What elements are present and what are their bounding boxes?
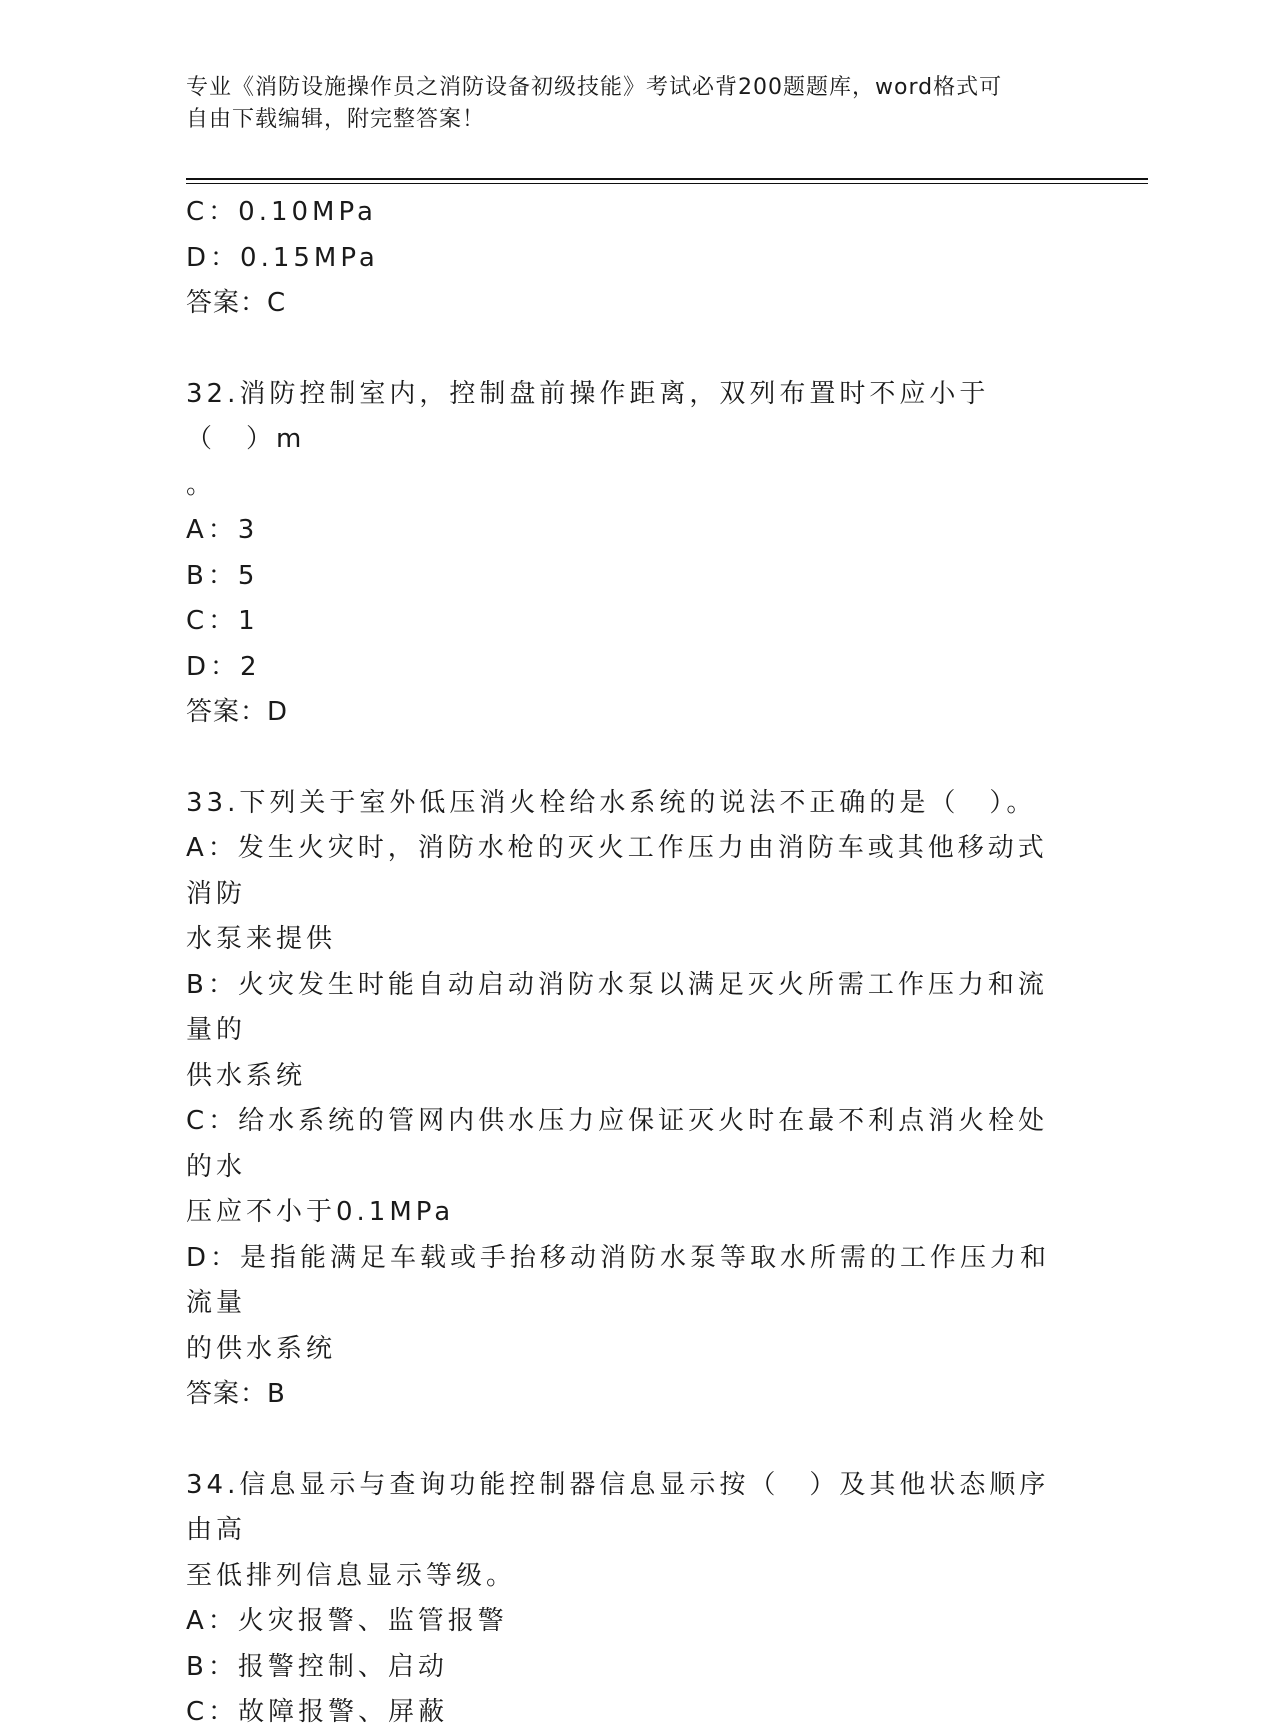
answer: 答案：D bbox=[186, 697, 289, 727]
option-c: C：故障报警、屏蔽 bbox=[186, 1697, 449, 1727]
option-c-line-2: 压应不小于0.1MPa bbox=[186, 1197, 455, 1227]
option-a: A：3 bbox=[186, 515, 259, 545]
option-d: D：2 bbox=[186, 651, 261, 682]
answer: 答案：B bbox=[186, 1379, 286, 1409]
document-header bbox=[186, 72, 1066, 136]
option-d-line-1: D：是指能满足车载或手抬移动消防水泵等取水所需的工作压力和流量 bbox=[186, 1242, 1051, 1318]
option-b-line-2: 供水系统 bbox=[186, 1060, 307, 1091]
option-b: B：报警控制、启动 bbox=[186, 1651, 448, 1682]
header-divider-thin bbox=[186, 183, 1148, 184]
option-c-line-1: C：给水系统的管网内供水压力应保证灭火时在最不利点消火栓处的水 bbox=[186, 1106, 1049, 1182]
question-stem-line-2: 至低排列信息显示等级。 bbox=[186, 1560, 517, 1591]
option-a-line-2: 水泵来提供 bbox=[186, 924, 337, 954]
option-a: A：火灾报警、监管报警 bbox=[186, 1606, 508, 1636]
option-d: D：0.15MPa bbox=[186, 242, 379, 273]
header-line-2: 自由下载编辑，附完整答案！ bbox=[186, 107, 486, 132]
answer: 答案：C bbox=[186, 288, 287, 318]
previous-question bbox=[186, 190, 1066, 327]
question-33 bbox=[186, 781, 1066, 1418]
header-divider-thick bbox=[186, 178, 1148, 180]
header-line-1: 专业《消防设施操作员之消防设备初级技能》考试必背200题题库，word格式可 bbox=[186, 75, 1003, 100]
spacer bbox=[186, 327, 1066, 372]
question-stem-line-1: 34.信息显示与查询功能控制器信息显示按（ ）及其他状态顺序由高 bbox=[186, 1469, 1050, 1545]
option-d-line-2: 的供水系统 bbox=[186, 1333, 337, 1364]
question-32 bbox=[186, 372, 1066, 736]
option-b: B：5 bbox=[186, 560, 259, 591]
spacer bbox=[186, 736, 1066, 781]
question-stem-line-1: 32.消防控制室内，控制盘前操作距离，双列布置时不应小于（ ）m bbox=[186, 378, 990, 454]
option-c: C：0.10MPa bbox=[186, 197, 377, 227]
question-stem: 33.下列关于室外低压消火栓给水系统的说法不正确的是（ ）。 bbox=[186, 787, 1037, 818]
question-content bbox=[186, 190, 1066, 1736]
option-b-line-1: B：火灾发生时能自动启动消防水泵以满足灭火所需工作压力和流量的 bbox=[186, 969, 1048, 1045]
spacer bbox=[186, 1418, 1066, 1463]
option-a-line-1: A：发生火灾时，消防水枪的灭火工作压力由消防车或其他移动式消防 bbox=[186, 833, 1048, 909]
question-34 bbox=[186, 1463, 1066, 1736]
option-c: C：1 bbox=[186, 606, 259, 636]
question-stem-line-2: 。 bbox=[186, 469, 217, 500]
